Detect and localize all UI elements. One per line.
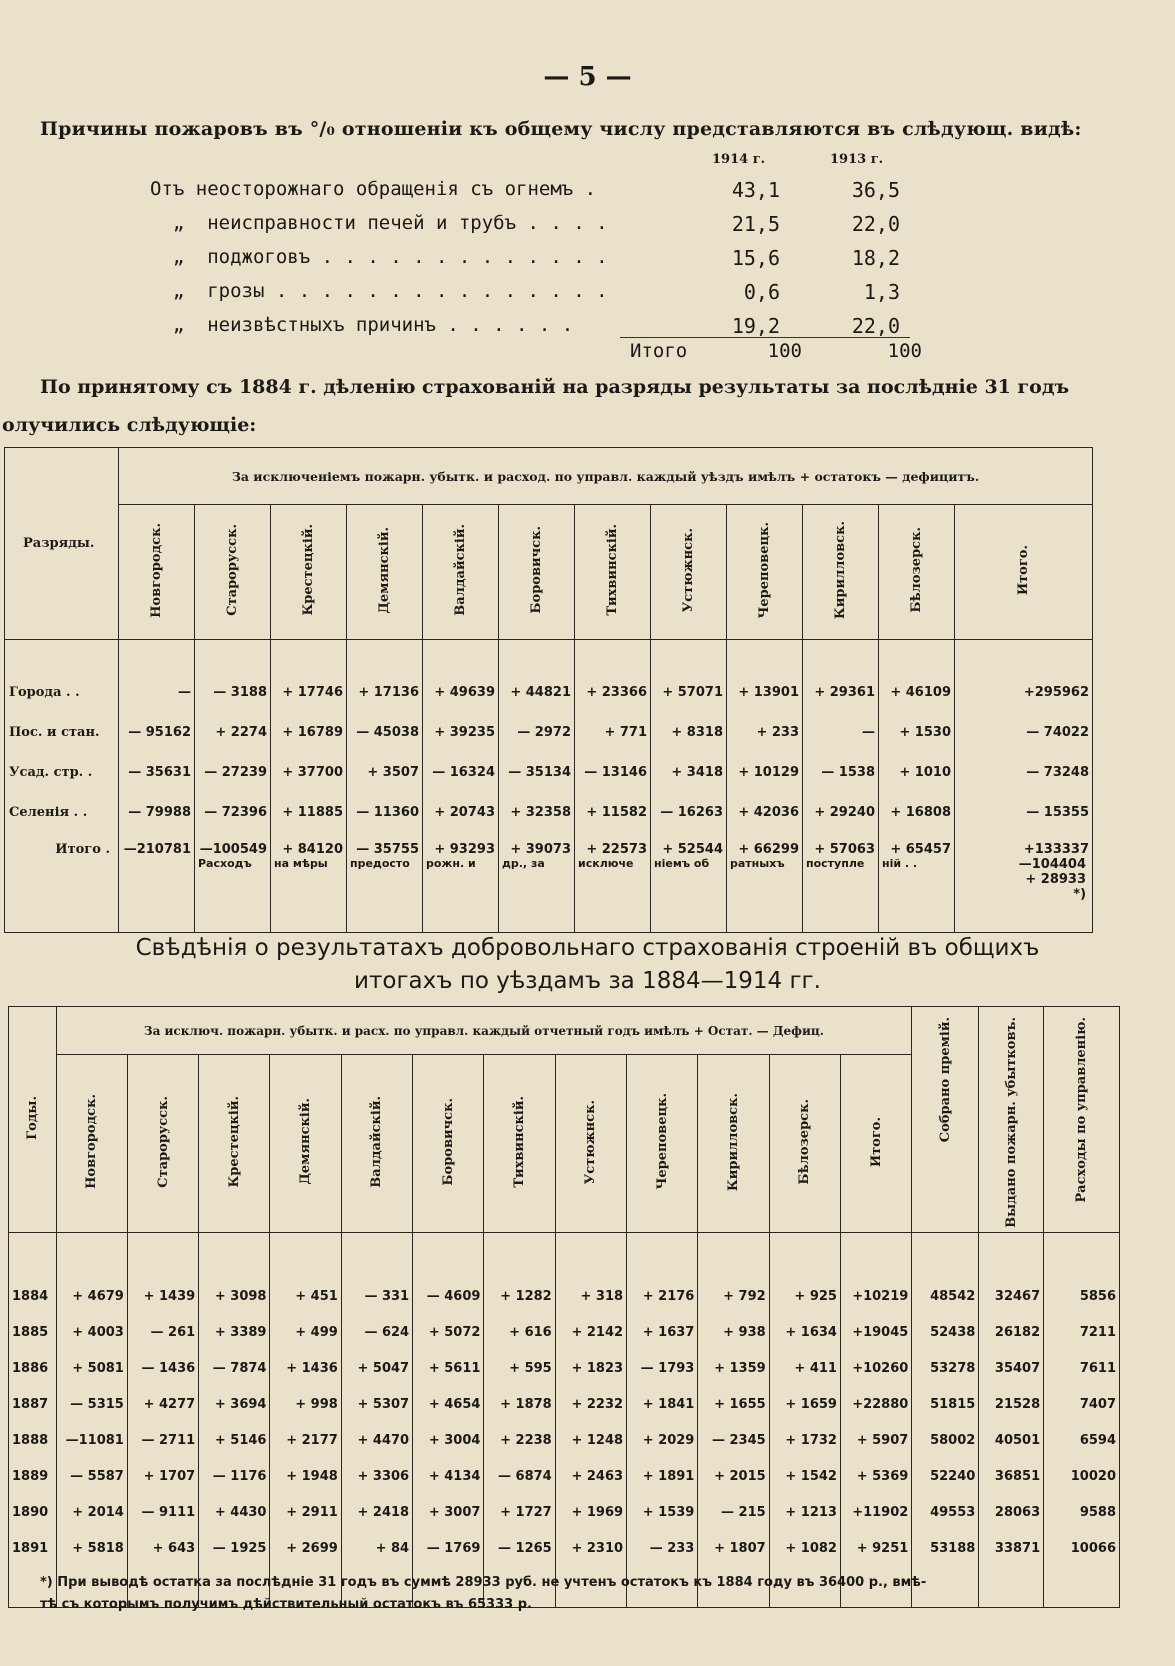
table-cell: + 1530 bbox=[879, 712, 955, 752]
table-cell: + 2238 bbox=[484, 1423, 555, 1459]
cause-label: „ поджоговъ . . . . . . . . . . . . . bbox=[150, 246, 608, 268]
table-cell: + 1082 bbox=[769, 1531, 840, 1567]
table-cell: 53278 bbox=[912, 1351, 979, 1387]
table-cell: + 9251 bbox=[840, 1531, 911, 1567]
table-cell: 48542 bbox=[912, 1279, 979, 1315]
table-cell: + 1439 bbox=[127, 1279, 198, 1315]
table-cell: — 15355 bbox=[955, 792, 1093, 832]
total-cell bbox=[955, 832, 1093, 932]
table-cell: — 2711 bbox=[127, 1423, 198, 1459]
table-cell: — 13146 bbox=[575, 752, 651, 792]
total-subtext: поступле bbox=[806, 857, 865, 870]
year-header-1914: 1914 г. bbox=[712, 152, 766, 167]
table-cell: + 42036 bbox=[727, 792, 803, 832]
table-cell: 32467 bbox=[979, 1279, 1044, 1315]
table-cell: + 5611 bbox=[413, 1351, 484, 1387]
table-cell: — 16324 bbox=[423, 752, 499, 792]
cause-value-1914: 21,5 bbox=[731, 212, 780, 236]
cause-row bbox=[150, 246, 910, 278]
extra-column-header: Собрано премій. bbox=[912, 1007, 979, 1233]
cause-value-1913: 1,3 bbox=[863, 280, 900, 304]
year-cell: 1891 bbox=[9, 1531, 57, 1567]
table-cell: + 5081 bbox=[56, 1351, 127, 1387]
table-cell: 53188 bbox=[912, 1531, 979, 1567]
column-header: Новгородск. bbox=[56, 1055, 127, 1232]
table-cell: — 73248 bbox=[955, 752, 1093, 792]
table-row bbox=[5, 672, 1093, 712]
table-cell: 51815 bbox=[912, 1387, 979, 1423]
table-cell: — 9111 bbox=[127, 1495, 198, 1531]
table-cell: + 5307 bbox=[341, 1387, 412, 1423]
table-cell: + 318 bbox=[555, 1279, 626, 1315]
table-cell: — 624 bbox=[341, 1315, 412, 1351]
year-cell: 1890 bbox=[9, 1495, 57, 1531]
table-cell: + 3507 bbox=[347, 752, 423, 792]
column-header: Кирилловск. bbox=[698, 1055, 769, 1232]
total-value: +133337 bbox=[1023, 842, 1090, 857]
table-cell: — 16263 bbox=[651, 792, 727, 832]
column-header: Крестецкій. bbox=[271, 505, 347, 640]
table-cell: 5856 bbox=[1044, 1279, 1120, 1315]
table-cell: + 1807 bbox=[698, 1531, 769, 1567]
paragraph-line-2: олучились слѣдующіе: bbox=[2, 414, 257, 436]
total-cell bbox=[195, 832, 271, 932]
table-cell: — 1769 bbox=[413, 1531, 484, 1567]
table-cell: + 2177 bbox=[270, 1423, 341, 1459]
column-header: Череповецк. bbox=[627, 1055, 698, 1232]
table-cell: + 1359 bbox=[698, 1351, 769, 1387]
table-cell: + 32358 bbox=[499, 792, 575, 832]
table-cell: + 5369 bbox=[840, 1459, 911, 1495]
table-cell: — 95162 bbox=[119, 712, 195, 752]
table-cell: + 1248 bbox=[555, 1423, 626, 1459]
table-cell: 7611 bbox=[1044, 1351, 1120, 1387]
table-cell: + 1634 bbox=[769, 1315, 840, 1351]
table-cell: + 1010 bbox=[879, 752, 955, 792]
table-cell: + 2274 bbox=[195, 712, 271, 752]
cause-label: „ неизвѣстныхъ причинъ . . . . . . bbox=[150, 314, 574, 336]
table-cell: + 4430 bbox=[199, 1495, 270, 1531]
table-cell: + 49639 bbox=[423, 672, 499, 712]
table-cell: + 17746 bbox=[271, 672, 347, 712]
year-cell: 1888 bbox=[9, 1423, 57, 1459]
table-cell: 21528 bbox=[979, 1387, 1044, 1423]
row-label: Селенія . . bbox=[5, 792, 119, 832]
row-header: Разряды. bbox=[5, 448, 119, 640]
table-cell: — 4609 bbox=[413, 1279, 484, 1315]
table-cell: + 2699 bbox=[270, 1531, 341, 1567]
cause-row bbox=[150, 280, 910, 312]
table-cell: 7211 bbox=[1044, 1315, 1120, 1351]
total-subtext: исключе bbox=[578, 857, 634, 870]
table-cell: + 10129 bbox=[727, 752, 803, 792]
table-row bbox=[9, 1279, 1120, 1315]
total-cell bbox=[727, 832, 803, 932]
total-cell bbox=[499, 832, 575, 932]
column-header: Валдайскій. bbox=[341, 1055, 412, 1232]
table-cell: + 2176 bbox=[627, 1279, 698, 1315]
total-cell bbox=[803, 832, 879, 932]
table-cell: + 5047 bbox=[341, 1351, 412, 1387]
span-header: За исключ. пожарн. убытк. и расх. по управл. каждый отчетный годъ имѣлъ + Остат. — Дефиц. bbox=[56, 1007, 912, 1055]
table-cell: +19045 bbox=[840, 1315, 911, 1351]
column-header: Устюжнск. bbox=[651, 505, 727, 640]
table-cell: — 35134 bbox=[499, 752, 575, 792]
table-cell: + 2142 bbox=[555, 1315, 626, 1351]
table-cell: +10219 bbox=[840, 1279, 911, 1315]
table-cell: 6594 bbox=[1044, 1423, 1120, 1459]
table-cell: + 2463 bbox=[555, 1459, 626, 1495]
table-cell: + 2310 bbox=[555, 1531, 626, 1567]
table-cell: + 37700 bbox=[271, 752, 347, 792]
cause-label: „ грозы . . . . . . . . . . . . . . . bbox=[150, 280, 608, 302]
table-cell: + 5072 bbox=[413, 1315, 484, 1351]
table-cell: + 44821 bbox=[499, 672, 575, 712]
table-cell: 35407 bbox=[979, 1351, 1044, 1387]
table-cell: + 1732 bbox=[769, 1423, 840, 1459]
table-cell: — 11360 bbox=[347, 792, 423, 832]
table-cell: — 74022 bbox=[955, 712, 1093, 752]
column-header: Валдайскій. bbox=[423, 505, 499, 640]
column-header: Тихвинскій. bbox=[484, 1055, 555, 1232]
extra-column-header: Расходы по управленію. bbox=[1044, 1007, 1120, 1233]
table-cell: — 2345 bbox=[698, 1423, 769, 1459]
table-cell: + 4003 bbox=[56, 1315, 127, 1351]
table-cell: — 233 bbox=[627, 1531, 698, 1567]
causes-total: Итого 100 100 bbox=[630, 340, 922, 362]
column-header: Кирилловск. bbox=[803, 505, 879, 640]
table-cell: + 3418 bbox=[651, 752, 727, 792]
table-cell: 10020 bbox=[1044, 1459, 1120, 1495]
total-cell bbox=[347, 832, 423, 932]
column-header: Боровичск. bbox=[413, 1055, 484, 1232]
table-cell: — 1265 bbox=[484, 1531, 555, 1567]
table-cell: + 771 bbox=[575, 712, 651, 752]
table-cell: 40501 bbox=[979, 1423, 1044, 1459]
table-cell: + 3004 bbox=[413, 1423, 484, 1459]
year-header-1913: 1913 г. bbox=[830, 152, 884, 167]
table-cell: + 1707 bbox=[127, 1459, 198, 1495]
table-cell: +11902 bbox=[840, 1495, 911, 1531]
total-value: — 35755 bbox=[356, 842, 419, 857]
districts-by-category-table bbox=[4, 447, 1093, 933]
total-value: + 93293 bbox=[434, 842, 495, 857]
table-cell: + 29240 bbox=[803, 792, 879, 832]
table-cell: — 1925 bbox=[199, 1531, 270, 1567]
row-label: Города . . bbox=[5, 672, 119, 712]
table-cell: 26182 bbox=[979, 1315, 1044, 1351]
table-cell: + 998 bbox=[270, 1387, 341, 1423]
total-extra: *) bbox=[1073, 887, 1087, 902]
table-cell: — 79988 bbox=[119, 792, 195, 832]
table-cell: — bbox=[803, 712, 879, 752]
total-subtext: др., за bbox=[502, 857, 545, 870]
total-value: + 66299 bbox=[738, 842, 799, 857]
table-cell: 28063 bbox=[979, 1495, 1044, 1531]
table-cell: — 7874 bbox=[199, 1351, 270, 1387]
table-cell: + 3694 bbox=[199, 1387, 270, 1423]
table-cell: + 11885 bbox=[271, 792, 347, 832]
total-value: —100549 bbox=[199, 842, 267, 857]
table-cell: — 1436 bbox=[127, 1351, 198, 1387]
table-cell: + 1436 bbox=[270, 1351, 341, 1387]
total-value: + 84120 bbox=[282, 842, 343, 857]
column-header: Бѣлозерск. bbox=[879, 505, 955, 640]
table-cell: + 4679 bbox=[56, 1279, 127, 1315]
total-value: + 57063 bbox=[814, 842, 875, 857]
table-cell: + 23366 bbox=[575, 672, 651, 712]
table-cell: — 1176 bbox=[199, 1459, 270, 1495]
total-value: + 39073 bbox=[510, 842, 571, 857]
row-label: Пос. и стан. bbox=[5, 712, 119, 752]
cause-value-1913: 22,0 bbox=[851, 314, 900, 338]
table-cell: — 215 bbox=[698, 1495, 769, 1531]
table-cell: + 792 bbox=[698, 1279, 769, 1315]
table-cell: — 5587 bbox=[56, 1459, 127, 1495]
table-row bbox=[9, 1423, 1120, 1459]
table-cell: — 6874 bbox=[484, 1459, 555, 1495]
cause-label: „ неисправности печей и трубъ . . . . bbox=[150, 212, 608, 234]
column-header: Демянскій. bbox=[270, 1055, 341, 1232]
cause-row bbox=[150, 178, 910, 210]
column-header: Тихвинскій. bbox=[575, 505, 651, 640]
table-cell: + 1948 bbox=[270, 1459, 341, 1495]
table-cell: + 233 bbox=[727, 712, 803, 752]
total-row bbox=[5, 832, 1093, 932]
table-cell: 52438 bbox=[912, 1315, 979, 1351]
table-row bbox=[5, 712, 1093, 752]
table-cell: + 2418 bbox=[341, 1495, 412, 1531]
table-cell: + 411 bbox=[769, 1351, 840, 1387]
table-row bbox=[9, 1459, 1120, 1495]
table-cell: + 1878 bbox=[484, 1387, 555, 1423]
table-cell: 52240 bbox=[912, 1459, 979, 1495]
table-row bbox=[9, 1495, 1120, 1531]
section-title-line-1: Свѣдѣнія о результатахъ добровольнаго страхованія строеній въ общихъ bbox=[135, 935, 1040, 961]
table-cell: + 451 bbox=[270, 1279, 341, 1315]
column-header: Устюжнск. bbox=[555, 1055, 626, 1232]
year-header: Годы. bbox=[9, 1007, 57, 1233]
section-title-line-2: итогахъ по уѣздамъ за 1884—1914 гг. bbox=[354, 968, 821, 994]
total-extra: —104404 bbox=[1018, 857, 1087, 872]
total-label: Итого . bbox=[5, 832, 119, 932]
intro-text: Причины пожаровъ въ °/₀ отношеніи къ общему числу представляются въ слѣдующ. видѣ: bbox=[40, 118, 1082, 140]
table-cell: + 2232 bbox=[555, 1387, 626, 1423]
table-cell: + 1637 bbox=[627, 1315, 698, 1351]
page-number: — 5 — bbox=[543, 62, 632, 92]
table-cell: + 595 bbox=[484, 1351, 555, 1387]
table-cell: + 5818 bbox=[56, 1531, 127, 1567]
table-cell: + 4277 bbox=[127, 1387, 198, 1423]
table-cell: +10260 bbox=[840, 1351, 911, 1387]
table-cell: + 57071 bbox=[651, 672, 727, 712]
table-cell: + 643 bbox=[127, 1531, 198, 1567]
table-cell: + 1823 bbox=[555, 1351, 626, 1387]
cause-value-1913: 22,0 bbox=[851, 212, 900, 236]
table-cell: + 3007 bbox=[413, 1495, 484, 1531]
table-cell: + 1727 bbox=[484, 1495, 555, 1531]
table-row bbox=[9, 1531, 1120, 1567]
table-cell: — 1793 bbox=[627, 1351, 698, 1387]
row-label: Усад. стр. . bbox=[5, 752, 119, 792]
table-cell: — 331 bbox=[341, 1279, 412, 1315]
cause-value-1914: 43,1 bbox=[731, 178, 780, 202]
table-row bbox=[9, 1387, 1120, 1423]
year-cell: 1889 bbox=[9, 1459, 57, 1495]
total-cell bbox=[271, 832, 347, 932]
total-extra: + 28933 bbox=[1025, 872, 1087, 887]
total-value: + 65457 bbox=[890, 842, 951, 857]
table-cell: + 1282 bbox=[484, 1279, 555, 1315]
table-cell: + 1891 bbox=[627, 1459, 698, 1495]
table-cell: + 4654 bbox=[413, 1387, 484, 1423]
table-cell: + 17136 bbox=[347, 672, 423, 712]
table-cell: + 616 bbox=[484, 1315, 555, 1351]
table-cell: +295962 bbox=[955, 672, 1093, 712]
table-cell: + 13901 bbox=[727, 672, 803, 712]
table-cell: + 39235 bbox=[423, 712, 499, 752]
column-header: Череповецк. bbox=[727, 505, 803, 640]
cause-value-1914: 0,6 bbox=[743, 280, 780, 304]
cause-value-1913: 36,5 bbox=[851, 178, 900, 202]
table-cell: + 2029 bbox=[627, 1423, 698, 1459]
table-cell: + 2014 bbox=[56, 1495, 127, 1531]
table-cell: + 1213 bbox=[769, 1495, 840, 1531]
total-value: + 22573 bbox=[586, 842, 647, 857]
table-cell: + 1841 bbox=[627, 1387, 698, 1423]
span-header: За исключеніемъ пожарн. убытк. и расход. по управл. каждый уѣздъ имѣлъ + остатокъ — дефицитъ. bbox=[119, 448, 1093, 505]
column-header: Старорусск. bbox=[195, 505, 271, 640]
table-row bbox=[9, 1315, 1120, 1351]
table-cell: + 1969 bbox=[555, 1495, 626, 1531]
table-cell: 58002 bbox=[912, 1423, 979, 1459]
table-cell: + 11582 bbox=[575, 792, 651, 832]
total-rule bbox=[620, 337, 910, 338]
table-cell: + 84 bbox=[341, 1531, 412, 1567]
total-subtext: ніемъ об bbox=[654, 857, 710, 870]
yearly-results-table bbox=[8, 1006, 1120, 1608]
table-cell: + 3306 bbox=[341, 1459, 412, 1495]
total-subtext: ній . . bbox=[882, 857, 918, 870]
column-header: Старорусск. bbox=[127, 1055, 198, 1232]
table-cell: + 2015 bbox=[698, 1459, 769, 1495]
total-cell bbox=[423, 832, 499, 932]
table-cell: + 20743 bbox=[423, 792, 499, 832]
column-header: Бѣлозерск. bbox=[769, 1055, 840, 1232]
table-cell: 10066 bbox=[1044, 1531, 1120, 1567]
cause-value-1914: 19,2 bbox=[731, 314, 780, 338]
table-cell: 7407 bbox=[1044, 1387, 1120, 1423]
year-cell: 1887 bbox=[9, 1387, 57, 1423]
table-cell: 33871 bbox=[979, 1531, 1044, 1567]
year-cell: 1885 bbox=[9, 1315, 57, 1351]
cause-value-1913: 18,2 bbox=[851, 246, 900, 270]
table-cell: 9588 bbox=[1044, 1495, 1120, 1531]
table-cell: — 1538 bbox=[803, 752, 879, 792]
table-cell: + 1539 bbox=[627, 1495, 698, 1531]
table-cell: + 5146 bbox=[199, 1423, 270, 1459]
table-cell: +22880 bbox=[840, 1387, 911, 1423]
table-cell: + 925 bbox=[769, 1279, 840, 1315]
table-cell: + 938 bbox=[698, 1315, 769, 1351]
table-row bbox=[9, 1351, 1120, 1387]
paragraph-line-1: По принятому съ 1884 г. дѣленію страхованій на разряды результаты за послѣдніе 31 годъ bbox=[40, 376, 1070, 398]
total-subtext: на мѣры bbox=[274, 857, 328, 870]
table-cell: + 1542 bbox=[769, 1459, 840, 1495]
year-cell: 1886 bbox=[9, 1351, 57, 1387]
table-row bbox=[5, 792, 1093, 832]
column-header: Боровичск. bbox=[499, 505, 575, 640]
table-cell: —11081 bbox=[56, 1423, 127, 1459]
table-cell: — 5315 bbox=[56, 1387, 127, 1423]
total-subtext: ратныхъ bbox=[730, 857, 785, 870]
total-subtext: предосто bbox=[350, 857, 410, 870]
table-cell: + 46109 bbox=[879, 672, 955, 712]
total-value: —210781 bbox=[123, 842, 191, 857]
footnote: *) При выводѣ остатка за послѣдніе 31 годъ въ суммѣ 28933 руб. не учтенъ остатокъ къ 1884 году въ 36400 р., вмѣ- тѣ съ которымъ получимъ дѣйствительный остатокъ въ 65333 р. bbox=[40, 1575, 927, 1612]
column-header: Итого. bbox=[840, 1055, 911, 1232]
table-cell: — 261 bbox=[127, 1315, 198, 1351]
table-cell: — 27239 bbox=[195, 752, 271, 792]
column-header: Крестецкій. bbox=[199, 1055, 270, 1232]
table-cell: 36851 bbox=[979, 1459, 1044, 1495]
table-cell: + 8318 bbox=[651, 712, 727, 752]
cause-label: Отъ неосторожнаго обращенія съ огнемъ . bbox=[150, 178, 597, 200]
total-cell bbox=[651, 832, 727, 932]
total-cell bbox=[879, 832, 955, 932]
table-cell: + 16808 bbox=[879, 792, 955, 832]
table-cell: + 4134 bbox=[413, 1459, 484, 1495]
table-cell: + 2911 bbox=[270, 1495, 341, 1531]
column-header: Новгородск. bbox=[119, 505, 195, 640]
extra-column-header: Выдано пожарн. убытковъ. bbox=[979, 1007, 1044, 1233]
total-cell bbox=[575, 832, 651, 932]
total-subtext: рожн. и bbox=[426, 857, 476, 870]
table-cell: — 72396 bbox=[195, 792, 271, 832]
table-cell: + 29361 bbox=[803, 672, 879, 712]
table-cell: — bbox=[119, 672, 195, 712]
table-cell: + 4470 bbox=[341, 1423, 412, 1459]
table-cell: + 1659 bbox=[769, 1387, 840, 1423]
table-cell: + 16789 bbox=[271, 712, 347, 752]
cause-row bbox=[150, 212, 910, 244]
column-header: Итого. bbox=[955, 505, 1093, 640]
column-header: Демянскій. bbox=[347, 505, 423, 640]
table-cell: — 45038 bbox=[347, 712, 423, 752]
table-cell: — 2972 bbox=[499, 712, 575, 752]
table-cell: — 3188 bbox=[195, 672, 271, 712]
table-cell: — 35631 bbox=[119, 752, 195, 792]
total-cell bbox=[119, 832, 195, 932]
table-cell: + 3098 bbox=[199, 1279, 270, 1315]
table-row bbox=[5, 752, 1093, 792]
table-cell: + 1655 bbox=[698, 1387, 769, 1423]
year-cell: 1884 bbox=[9, 1279, 57, 1315]
table-cell: + 5907 bbox=[840, 1423, 911, 1459]
total-subtext: Расходъ bbox=[198, 857, 252, 870]
total-value: + 52544 bbox=[662, 842, 723, 857]
table-cell: + 3389 bbox=[199, 1315, 270, 1351]
table-cell: 49553 bbox=[912, 1495, 979, 1531]
table-cell: + 499 bbox=[270, 1315, 341, 1351]
cause-value-1914: 15,6 bbox=[731, 246, 780, 270]
